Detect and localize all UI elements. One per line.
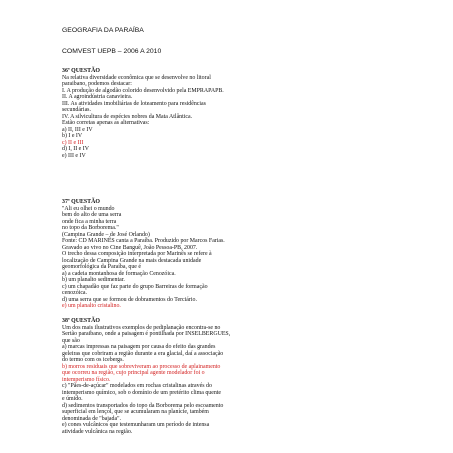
q38-option-a-cont: do termo com os icebergs. (62, 357, 124, 363)
q37-option-e-correct: e) um planalto cristalino. (62, 303, 121, 309)
q37-option-d: d) uma serra que se formou de dobramentos do Terciário. (62, 296, 197, 303)
q36-line: I. A produção de algodão colorido desenvolvido pela EMPRAPAPB. (62, 87, 224, 94)
q36-line: Estão corretas apenas as alternativas: (62, 120, 150, 126)
q38-option-b-correct: b) morros residuais que sobreviveram ao processo de aplainamento (62, 363, 221, 370)
q38-option-b-correct-cont: que ocorreu na região, cujo principal agente modelador foi o (62, 370, 205, 376)
q37-source: Gravado ao vivo no Cine Banguê, João Pessoa-PB, 2007. (62, 244, 198, 251)
q37-stem: geomorfológica da Paraíba, que é (62, 264, 142, 270)
q37-option-b: b) um planalto sedimentar. (62, 277, 125, 283)
q36-line: II. A agroindústria canavieira. (62, 94, 133, 100)
q37-stem: O trecho dessa composição interpretada por Marinês se refere à (62, 251, 212, 257)
q37-poem-line: bem do alto de uma serra (62, 212, 122, 218)
q36-option-e: e) III e IV (62, 152, 86, 159)
q36-option-c-correct: c) II e III (62, 139, 84, 146)
q36-option-b: b) I e IV (62, 133, 83, 139)
q38-option-c-cont: e úmido. (62, 396, 83, 402)
document-title: GEOGRAFIA DA PARAÍBA (62, 27, 144, 34)
q37-poem-credit: (Campina Grande – de José Orlando) (62, 231, 150, 238)
q38-option-c-cont: intemperismo químico, sob o domínio de um pretérito clima quente (62, 389, 222, 396)
q37-option-a: a) a cadeia montanhosa de formação Cenozóica. (62, 270, 176, 277)
q36-option-a: a) II, III e IV (62, 126, 93, 133)
q38-option-d: d) sedimentos transportados do topo da Borborema pelo escoamento (62, 402, 224, 409)
q37-poem-line: "Ali eu olhei o mundo (62, 205, 115, 212)
q37-option-c: c) um chapadão que faz parte do grupo Barreiras de formação (62, 283, 208, 290)
q38-option-d-cont: superficial em lençol, que se acumularam na planície, também (62, 409, 209, 415)
q36-line: IV. A silvicultura de espécies nobres da Mata Atlântica. (62, 113, 193, 120)
q38-heading: 38ª QUESTÃO (62, 318, 100, 324)
q38-option-e-cont: atividade vulcânica na região. (62, 428, 133, 435)
q38-option-e: e) cones vulcânicos que testemunharam um período de intensa (62, 422, 210, 428)
q36-heading: 36ª QUESTÃO (62, 68, 100, 74)
q38-option-b-correct-cont: intemperismo físico. (62, 376, 111, 383)
q37-poem-line: onde fica a minha terra (62, 218, 117, 225)
q38-option-c: c) "Pães-de-açúcar" modelados em rochas cristalinas através do (62, 383, 212, 389)
q38-option-a: a) marcas impressas na paisagem por causa do efeito das grandes (62, 344, 216, 350)
q37-heading: 37ª QUESTÃO (62, 199, 100, 205)
q38-option-d-cont: denominada de "bajada". (62, 415, 121, 422)
q38-stem: Sertão paraibano, onde a paisagem é pontilhada por INSELBERGUES, (62, 331, 231, 337)
q36-line: paraibano, podemos destacar: (62, 81, 132, 87)
document-subtitle: COMVEST UEPB – 2006 A 2010 (62, 48, 162, 55)
q37-stem: localização de Campina Grande na mais destacada unidade (62, 257, 202, 264)
q38-stem: que são (62, 337, 80, 344)
q37-source: Fonte: CD MARINÊS canta a Paraíba. Produzido por Marcos Farias. (62, 238, 225, 244)
q37-option-c-cont: cenozóica. (62, 290, 88, 296)
q36-line: secundárias. (62, 107, 91, 113)
q37-poem-line: no topo da Borborema." (62, 225, 119, 231)
q38-stem: Um dos mais ilustrativos exemplos de pediplanação encontra-se no (62, 324, 221, 331)
q38-option-a-cont: geleiras que cobriram a região durante a era glacial, daí a associação (62, 350, 224, 357)
q36-option-d: d) I, II e IV (62, 146, 89, 152)
q36-line: III. As atividades imobiliárias de loteamento para residências (62, 100, 206, 107)
q36-line: Na relativa diversidade econômica que se desenvolve no litoral (62, 74, 211, 81)
